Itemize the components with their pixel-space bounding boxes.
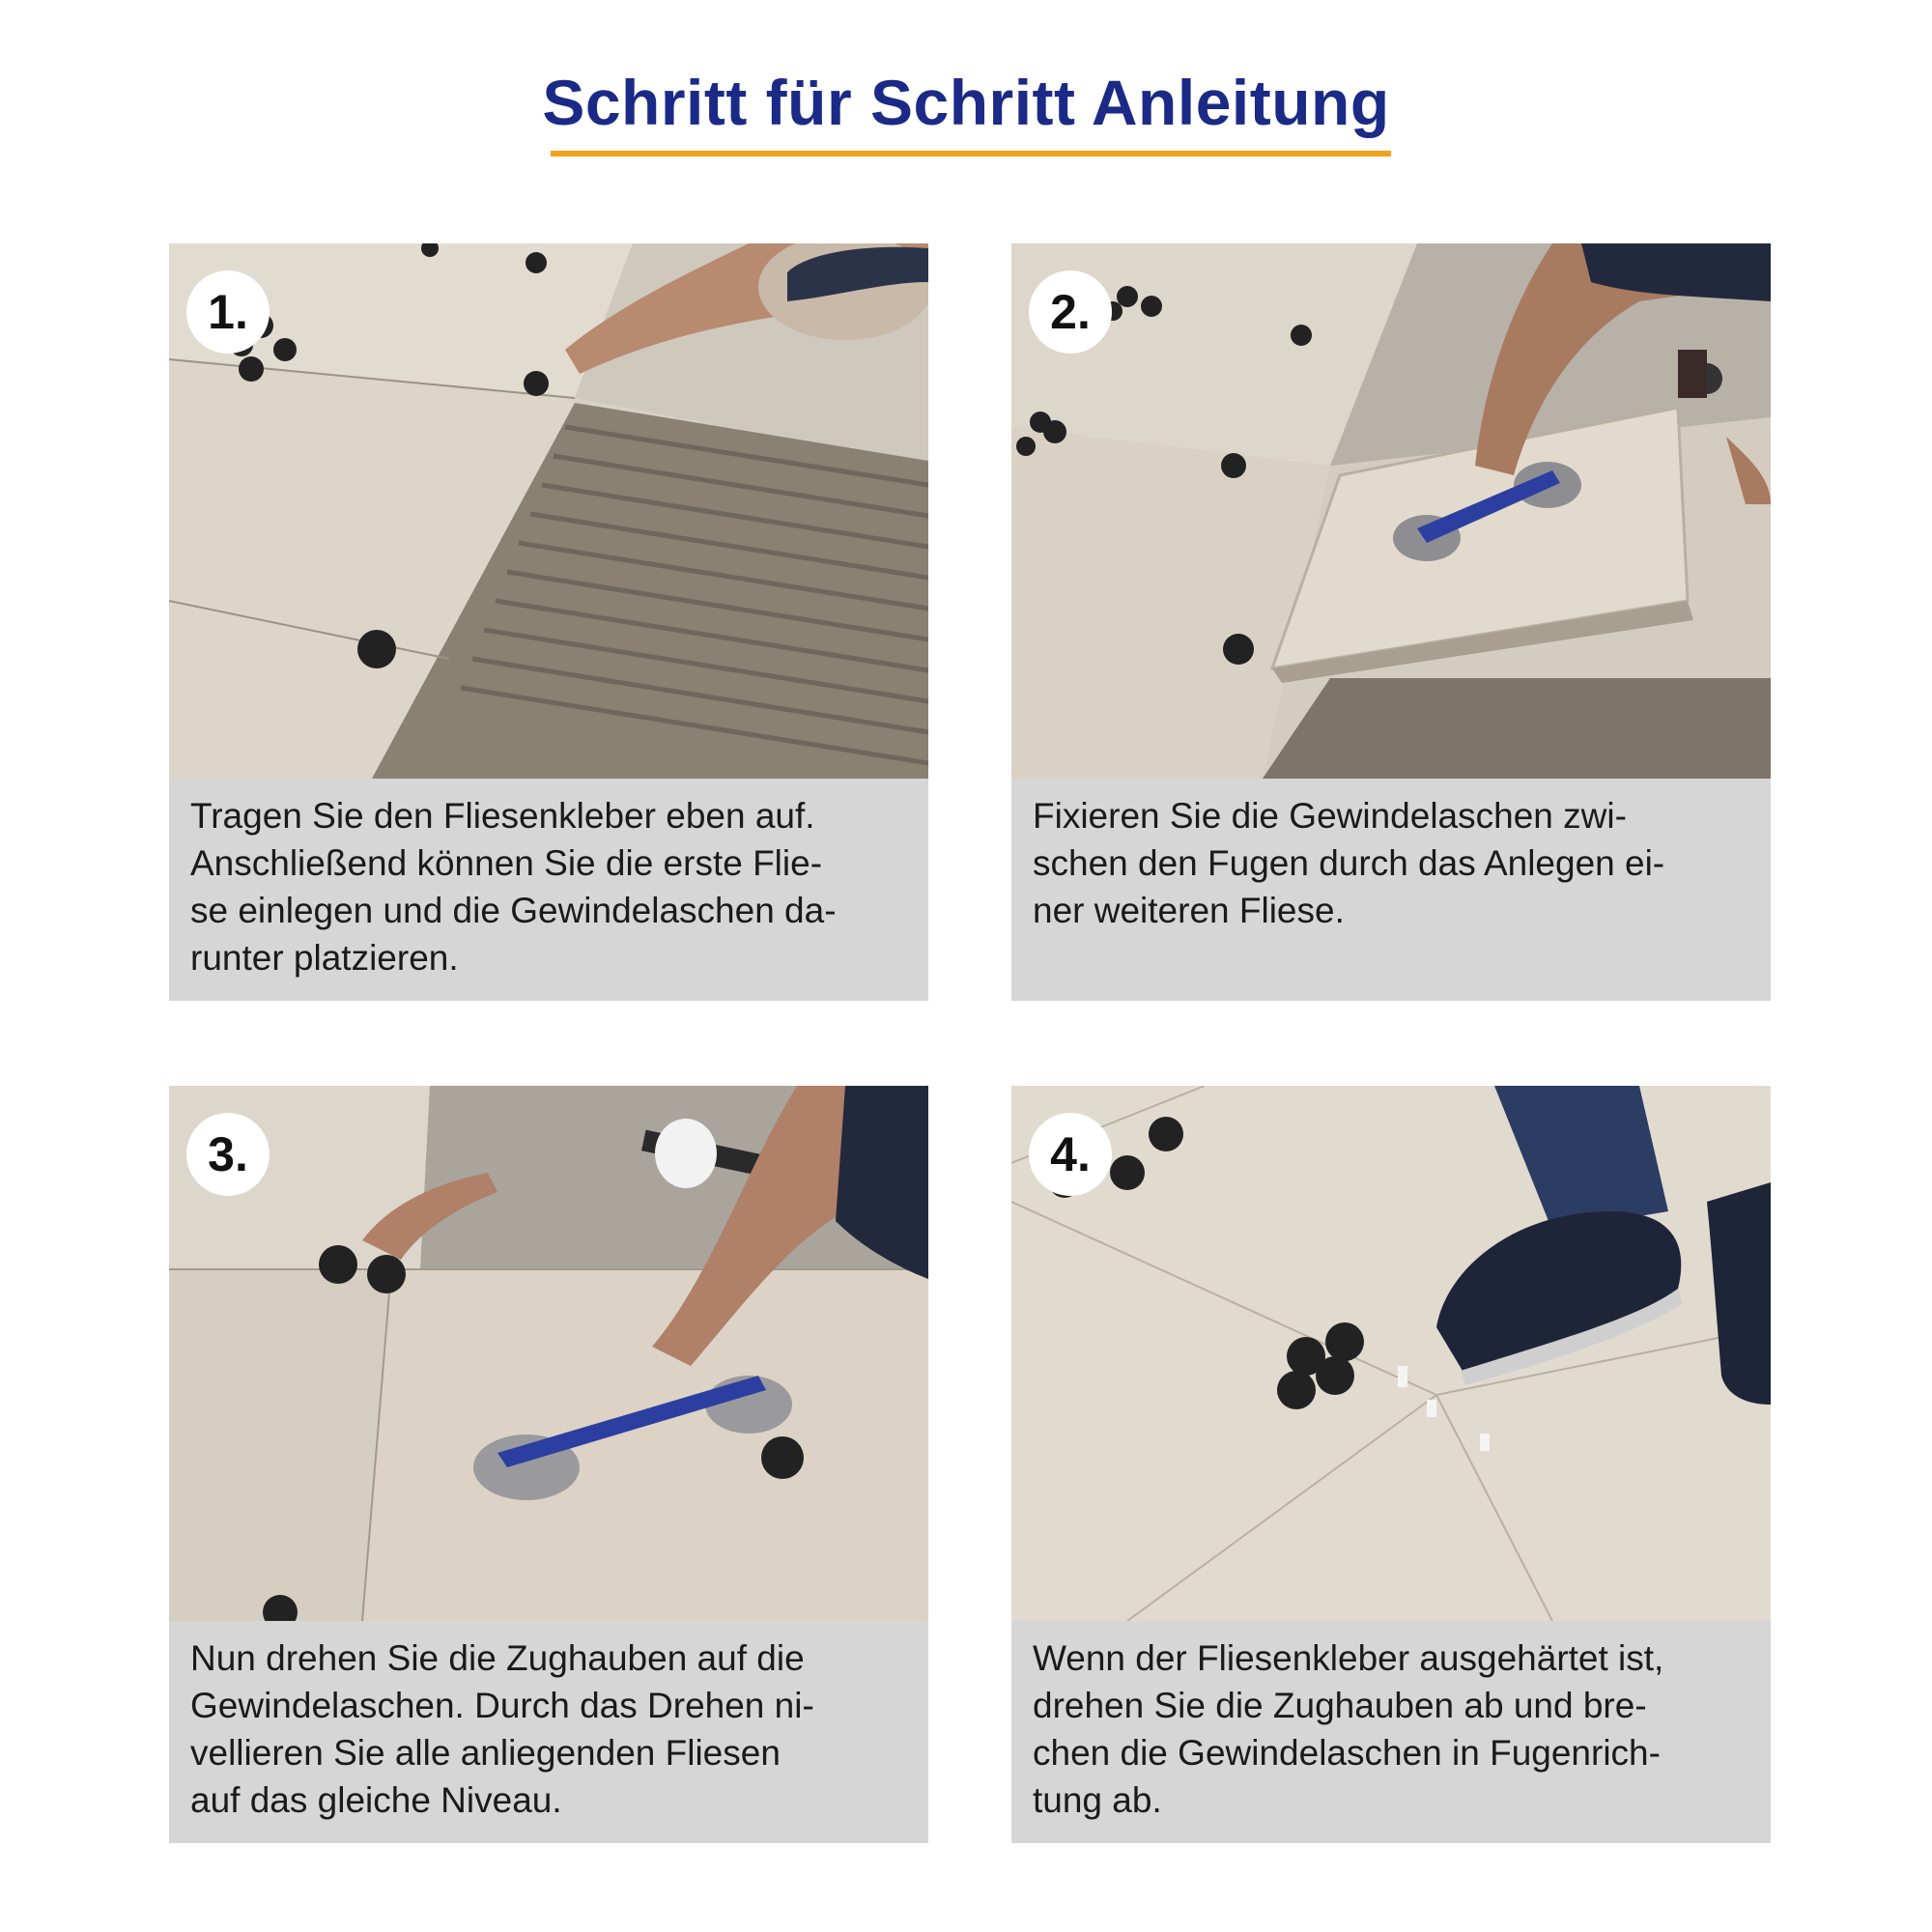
caption-line: schen den Fugen durch das Anlegen ei- — [1033, 843, 1665, 883]
step-caption-2 — [1011, 779, 1771, 1001]
step-caption-1 — [169, 779, 928, 1001]
step-number-badge-4: 4. — [1029, 1113, 1112, 1196]
step-number-badge-1: 1. — [186, 270, 270, 354]
title-underline — [551, 151, 1391, 156]
step-card-2 — [1011, 243, 1771, 1001]
step-number-badge-2: 2. — [1029, 270, 1112, 354]
caption-line: Gewindelaschen. Durch das Drehen ni- — [190, 1686, 814, 1725]
caption-line: Tragen Sie den Fliesenkleber eben auf. — [190, 796, 815, 836]
photo-breaking-clips — [1011, 1086, 1771, 1621]
photo-tiling-adhesive — [169, 243, 928, 779]
caption-line: vellieren Sie alle anliegenden Fliesen — [190, 1733, 781, 1773]
step-number-badge-3: 3. — [186, 1113, 270, 1196]
photo-laying-tile — [1011, 243, 1771, 779]
step-photo-2 — [1011, 243, 1771, 779]
caption-line: drehen Sie die Zughauben ab und bre- — [1033, 1686, 1647, 1725]
step-photo-1 — [169, 243, 928, 779]
caption-line: runter platzieren. — [190, 938, 459, 978]
caption-line: Nun drehen Sie die Zughauben auf die — [190, 1638, 805, 1678]
step-caption-4 — [1011, 1621, 1771, 1843]
caption-line: ner weiteren Fliese. — [1033, 891, 1345, 930]
step-caption-3 — [169, 1621, 928, 1843]
caption-line: chen die Gewindelaschen in Fugenrich- — [1033, 1733, 1661, 1773]
caption-line: auf das gleiche Niveau. — [190, 1780, 562, 1820]
caption-line: Anschließend können Sie die erste Flie- — [190, 843, 823, 883]
page-title: Schritt für Schritt Anleitung — [542, 67, 1390, 138]
caption-line: tung ab. — [1033, 1780, 1162, 1820]
step-card-3 — [169, 1086, 928, 1843]
caption-line: Fixieren Sie die Gewindelaschen zwi- — [1033, 796, 1627, 836]
step-card-1 — [169, 243, 928, 1001]
step-photo-4 — [1011, 1086, 1771, 1621]
step-photo-3 — [169, 1086, 928, 1621]
photo-turning-caps — [169, 1086, 928, 1621]
step-card-4 — [1011, 1086, 1771, 1843]
caption-line: se einlegen und die Gewindelaschen da- — [190, 891, 837, 930]
caption-line: Wenn der Fliesenkleber ausgehärtet ist, — [1033, 1638, 1664, 1678]
